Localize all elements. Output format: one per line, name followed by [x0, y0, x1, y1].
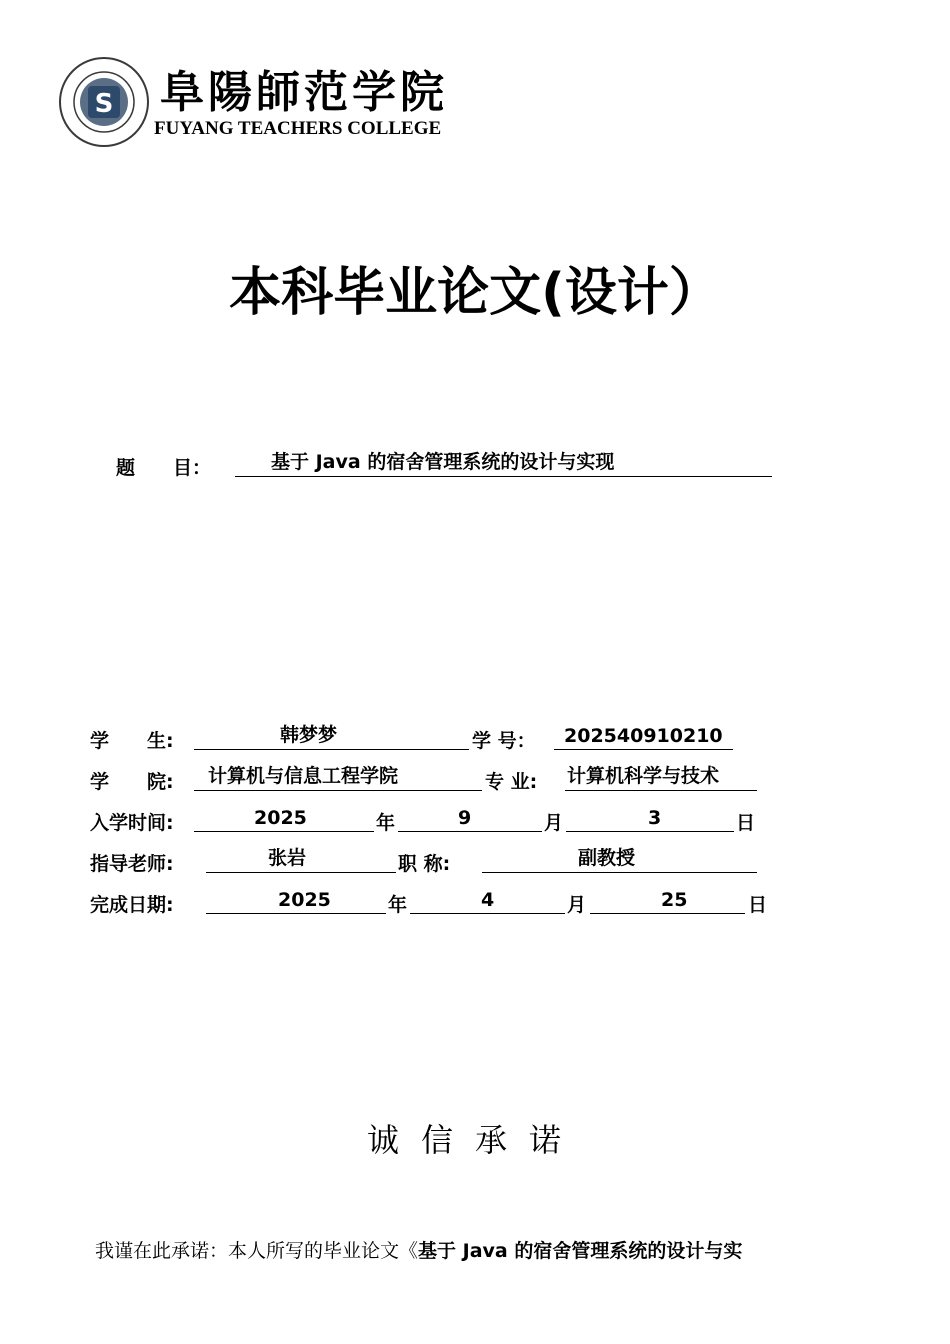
advisor-label: 指导老师: — [90, 853, 174, 875]
advisor-field — [206, 844, 396, 873]
finish-day-value: 25 — [661, 889, 688, 911]
document-title: 本科毕业论文(设计） — [229, 263, 721, 323]
college-label: 学 院: — [90, 771, 174, 793]
enroll-day-field — [566, 803, 734, 832]
school-seal-logo — [58, 56, 150, 148]
enroll-day-char: 日 — [736, 812, 756, 834]
enroll-month-field — [398, 803, 542, 832]
student-no-label: 学 号： — [472, 730, 536, 752]
finish-year-field — [206, 885, 386, 914]
school-name-chinese: 阜陽師范学院 — [160, 67, 448, 118]
job-title-label: 职 称: — [398, 853, 451, 875]
finish-year-value: 2025 — [278, 889, 331, 911]
enroll-label: 入学时间: — [90, 812, 174, 834]
enroll-month-char: 月 — [544, 812, 564, 834]
finish-day-char: 日 — [748, 894, 768, 916]
enroll-month-value: 9 — [458, 807, 472, 829]
enroll-year-field — [194, 803, 374, 832]
student-no-value: 202540910210 — [564, 725, 723, 747]
svg-text:S: S — [94, 89, 114, 119]
job-title-value: 副教授 — [578, 847, 636, 869]
enroll-year-char: 年 — [376, 812, 396, 834]
finish-month-char: 月 — [567, 894, 587, 916]
job-title-field — [482, 844, 757, 873]
college-field — [194, 762, 482, 791]
finish-year-char: 年 — [388, 894, 408, 916]
advisor-value: 张岩 — [268, 847, 307, 869]
finish-label: 完成日期: — [90, 894, 174, 916]
pledge-text-prefix: 我谨在此承诺：本人所写的毕业论文《 — [95, 1240, 419, 1262]
finish-month-field — [410, 885, 565, 914]
topic-field — [235, 448, 772, 477]
topic-value: 基于 Java 的宿舍管理系统的设计与实现 — [271, 451, 615, 473]
finish-day-field — [590, 885, 745, 914]
student-field — [194, 721, 469, 750]
student-no-field — [554, 721, 733, 750]
pledge-text-title: 基于 Java 的宿舍管理系统的设计与实 — [418, 1240, 743, 1262]
integrity-pledge-text — [95, 1236, 742, 1263]
college-value: 计算机与信息工程学院 — [208, 765, 399, 787]
integrity-pledge-heading: 诚信承诺 — [366, 1121, 583, 1159]
finish-month-value: 4 — [481, 889, 495, 911]
major-label: 专 业: — [485, 771, 538, 793]
major-field — [565, 762, 757, 791]
enroll-year-value: 2025 — [254, 807, 307, 829]
student-label: 学 生: — [90, 730, 174, 752]
student-value: 韩梦梦 — [280, 724, 338, 746]
major-value: 计算机科学与技术 — [567, 765, 720, 787]
enroll-day-value: 3 — [648, 807, 662, 829]
topic-label: 题 目： — [116, 457, 212, 479]
school-name-english: FUYANG TEACHERS COLLEGE — [154, 118, 442, 139]
